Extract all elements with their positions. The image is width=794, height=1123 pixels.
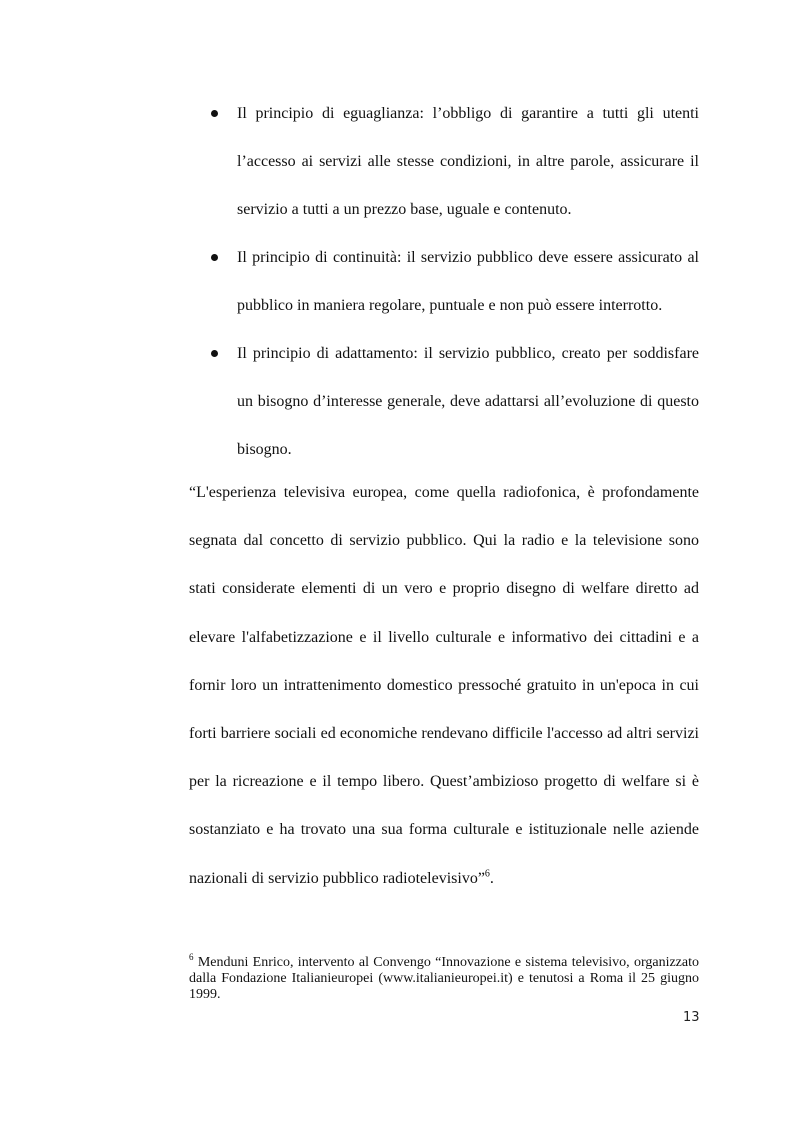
quote-end: . [489,869,494,887]
bullet-icon [211,350,218,357]
footnote-number: 6 [189,952,194,962]
footnote-reference[interactable]: 6 [484,868,490,880]
page-number: 13 [683,1010,700,1025]
principles-list [209,90,699,474]
list-item-text: Il principio di eguaglianza: l’obbligo di garantire a tutti gli utenti l’accesso ai servizi alle stesse condizioni, in altre parole, assicurare il servizio a tutti a un prezzo base, uguale e contenuto. [237,105,699,218]
bullet-icon [211,254,218,261]
quote-paragraph [189,469,699,903]
list-item [209,90,699,234]
footnote-text: Menduni Enrico, intervento al Convengo “Innovazione e sistema televisivo, organizzato dalla Fondazione Italianieuropei (www.italianieuropei.it) e tenutosi a Roma il 25 giugno 1999. [189,955,699,1002]
quote-text: “L'esperienza televisiva europea, come quella radiofonica, è profondamente segnata dal concetto di servizio pubblico. Qui la radio e la televisione sono stati considerate elementi di un vero e proprio disegno di welfare diretto ad elevare l'alfabetizzazione e il livello culturale e informativo dei cittadini e a fornir loro un intrattenimento domestico pressoché gratuito in un'epoca in cui forti barriere sociali ed economiche rendevano difficile l'accesso ad altri servizi per la ricreazione e il tempo libero. Quest’ambizioso progetto di welfare si è sostanziato e ha trovato una sua forma culturale e istituzionale nelle aziende nazionali di servizio pubblico radiotelevisivo” [189,484,699,887]
list-item-text: Il principio di adattamento: il servizio pubblico, creato per soddisfare un bisogno d’interesse generale, deve adattarsi all’evoluzione di questo bisogno. [237,345,699,458]
footnote [189,952,699,1003]
bullet-icon [211,110,218,117]
list-item-text: Il principio di continuità: il servizio pubblico deve essere assicurato al pubblico in maniera regolare, puntuale e non può essere interrotto. [237,249,699,314]
list-item [209,234,699,330]
footnote-divider [189,938,349,939]
list-item [209,330,699,474]
